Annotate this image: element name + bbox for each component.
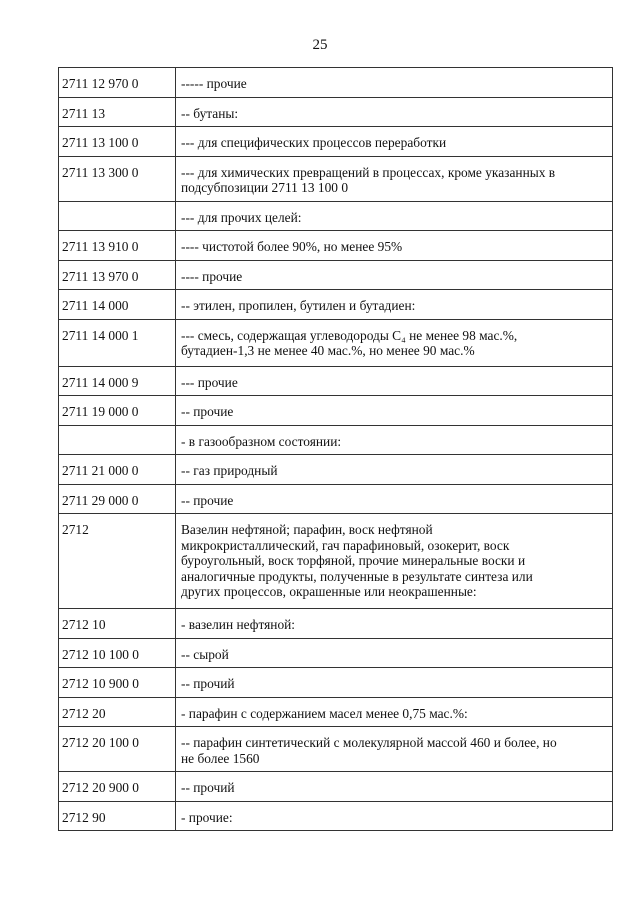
table-row (59, 727, 613, 772)
code-cell: 2712 10 900 0 (59, 668, 176, 698)
table-row (59, 201, 613, 231)
code-cell: 2711 13 100 0 (59, 127, 176, 157)
code-cell: 2711 13 970 0 (59, 260, 176, 290)
table-row (59, 97, 613, 127)
code-cell: 2712 10 (59, 609, 176, 639)
description-cell: -- парафин синтетический с молекулярной массой 460 и более, но не более 1560 (176, 727, 613, 772)
table-row (59, 638, 613, 668)
table-row (59, 772, 613, 802)
table-row (59, 68, 613, 98)
table-row (59, 127, 613, 157)
code-cell: 2712 20 100 0 (59, 727, 176, 772)
code-cell (59, 425, 176, 455)
code-cell: 2711 21 000 0 (59, 455, 176, 485)
table-row (59, 396, 613, 426)
description-cell: -- прочие (176, 484, 613, 514)
table-row (59, 290, 613, 320)
code-cell (59, 201, 176, 231)
code-cell: 2711 13 300 0 (59, 156, 176, 201)
code-cell: 2711 13 (59, 97, 176, 127)
description-cell: ---- чистотой более 90%, но менее 95% (176, 231, 613, 261)
description-cell: -- прочие (176, 396, 613, 426)
description-cell: -- бутаны: (176, 97, 613, 127)
description-cell: ----- прочие (176, 68, 613, 98)
description-cell: Вазелин нефтяной; парафин, воск нефтяной микрокристаллический, гач парафиновый, озокерит, воск буроугольный, воск торфяной, прочие минеральные воски и аналогичные продукты, полученные в результате синтеза или других процессов, окрашенные или неокрашенные: (176, 514, 613, 609)
table-row (59, 697, 613, 727)
description-cell: - прочие: (176, 801, 613, 831)
description-cell: -- сырой (176, 638, 613, 668)
code-cell: 2712 90 (59, 801, 176, 831)
table-row (59, 455, 613, 485)
code-cell: 2712 20 (59, 697, 176, 727)
code-cell: 2711 14 000 9 (59, 366, 176, 396)
code-cell: 2712 20 900 0 (59, 772, 176, 802)
description-cell: --- для химических превращений в процессах, кроме указанных в подсубпозиции 2711 13 100 0 (176, 156, 613, 201)
description-cell: --- для прочих целей: (176, 201, 613, 231)
code-cell: 2711 19 000 0 (59, 396, 176, 426)
description-cell: -- газ природный (176, 455, 613, 485)
description-cell: -- этилен, пропилен, бутилен и бутадиен: (176, 290, 613, 320)
code-cell: 2711 13 910 0 (59, 231, 176, 261)
description-cell: - в газообразном состоянии: (176, 425, 613, 455)
table-row (59, 484, 613, 514)
description-cell: -- прочий (176, 772, 613, 802)
table-row (59, 156, 613, 201)
code-cell: 2711 29 000 0 (59, 484, 176, 514)
code-cell: 2712 (59, 514, 176, 609)
table-row (59, 425, 613, 455)
table-body (59, 68, 613, 831)
tariff-code-table (58, 67, 613, 831)
description-cell: --- смесь, содержащая углеводороды C₄ не менее 98 мас.%, бутадиен-1,3 не менее 40 мас.%, но менее 90 мас.% (176, 319, 613, 366)
description-cell: ---- прочие (176, 260, 613, 290)
description-cell: - парафин с содержанием масел менее 0,75 мас.%: (176, 697, 613, 727)
table-row (59, 668, 613, 698)
table-row (59, 231, 613, 261)
description-cell: --- для специфических процессов переработки (176, 127, 613, 157)
table-row (59, 514, 613, 609)
description-cell: - вазелин нефтяной: (176, 609, 613, 639)
table-row (59, 801, 613, 831)
code-cell: 2711 14 000 1 (59, 319, 176, 366)
table-row (59, 260, 613, 290)
code-cell: 2711 12 970 0 (59, 68, 176, 98)
code-cell: 2712 10 100 0 (59, 638, 176, 668)
page-number: 25 (312, 37, 328, 53)
description-cell: --- прочие (176, 366, 613, 396)
description-cell: -- прочий (176, 668, 613, 698)
table-row (59, 609, 613, 639)
code-cell: 2711 14 000 (59, 290, 176, 320)
table-row (59, 366, 613, 396)
table-row (59, 319, 613, 366)
